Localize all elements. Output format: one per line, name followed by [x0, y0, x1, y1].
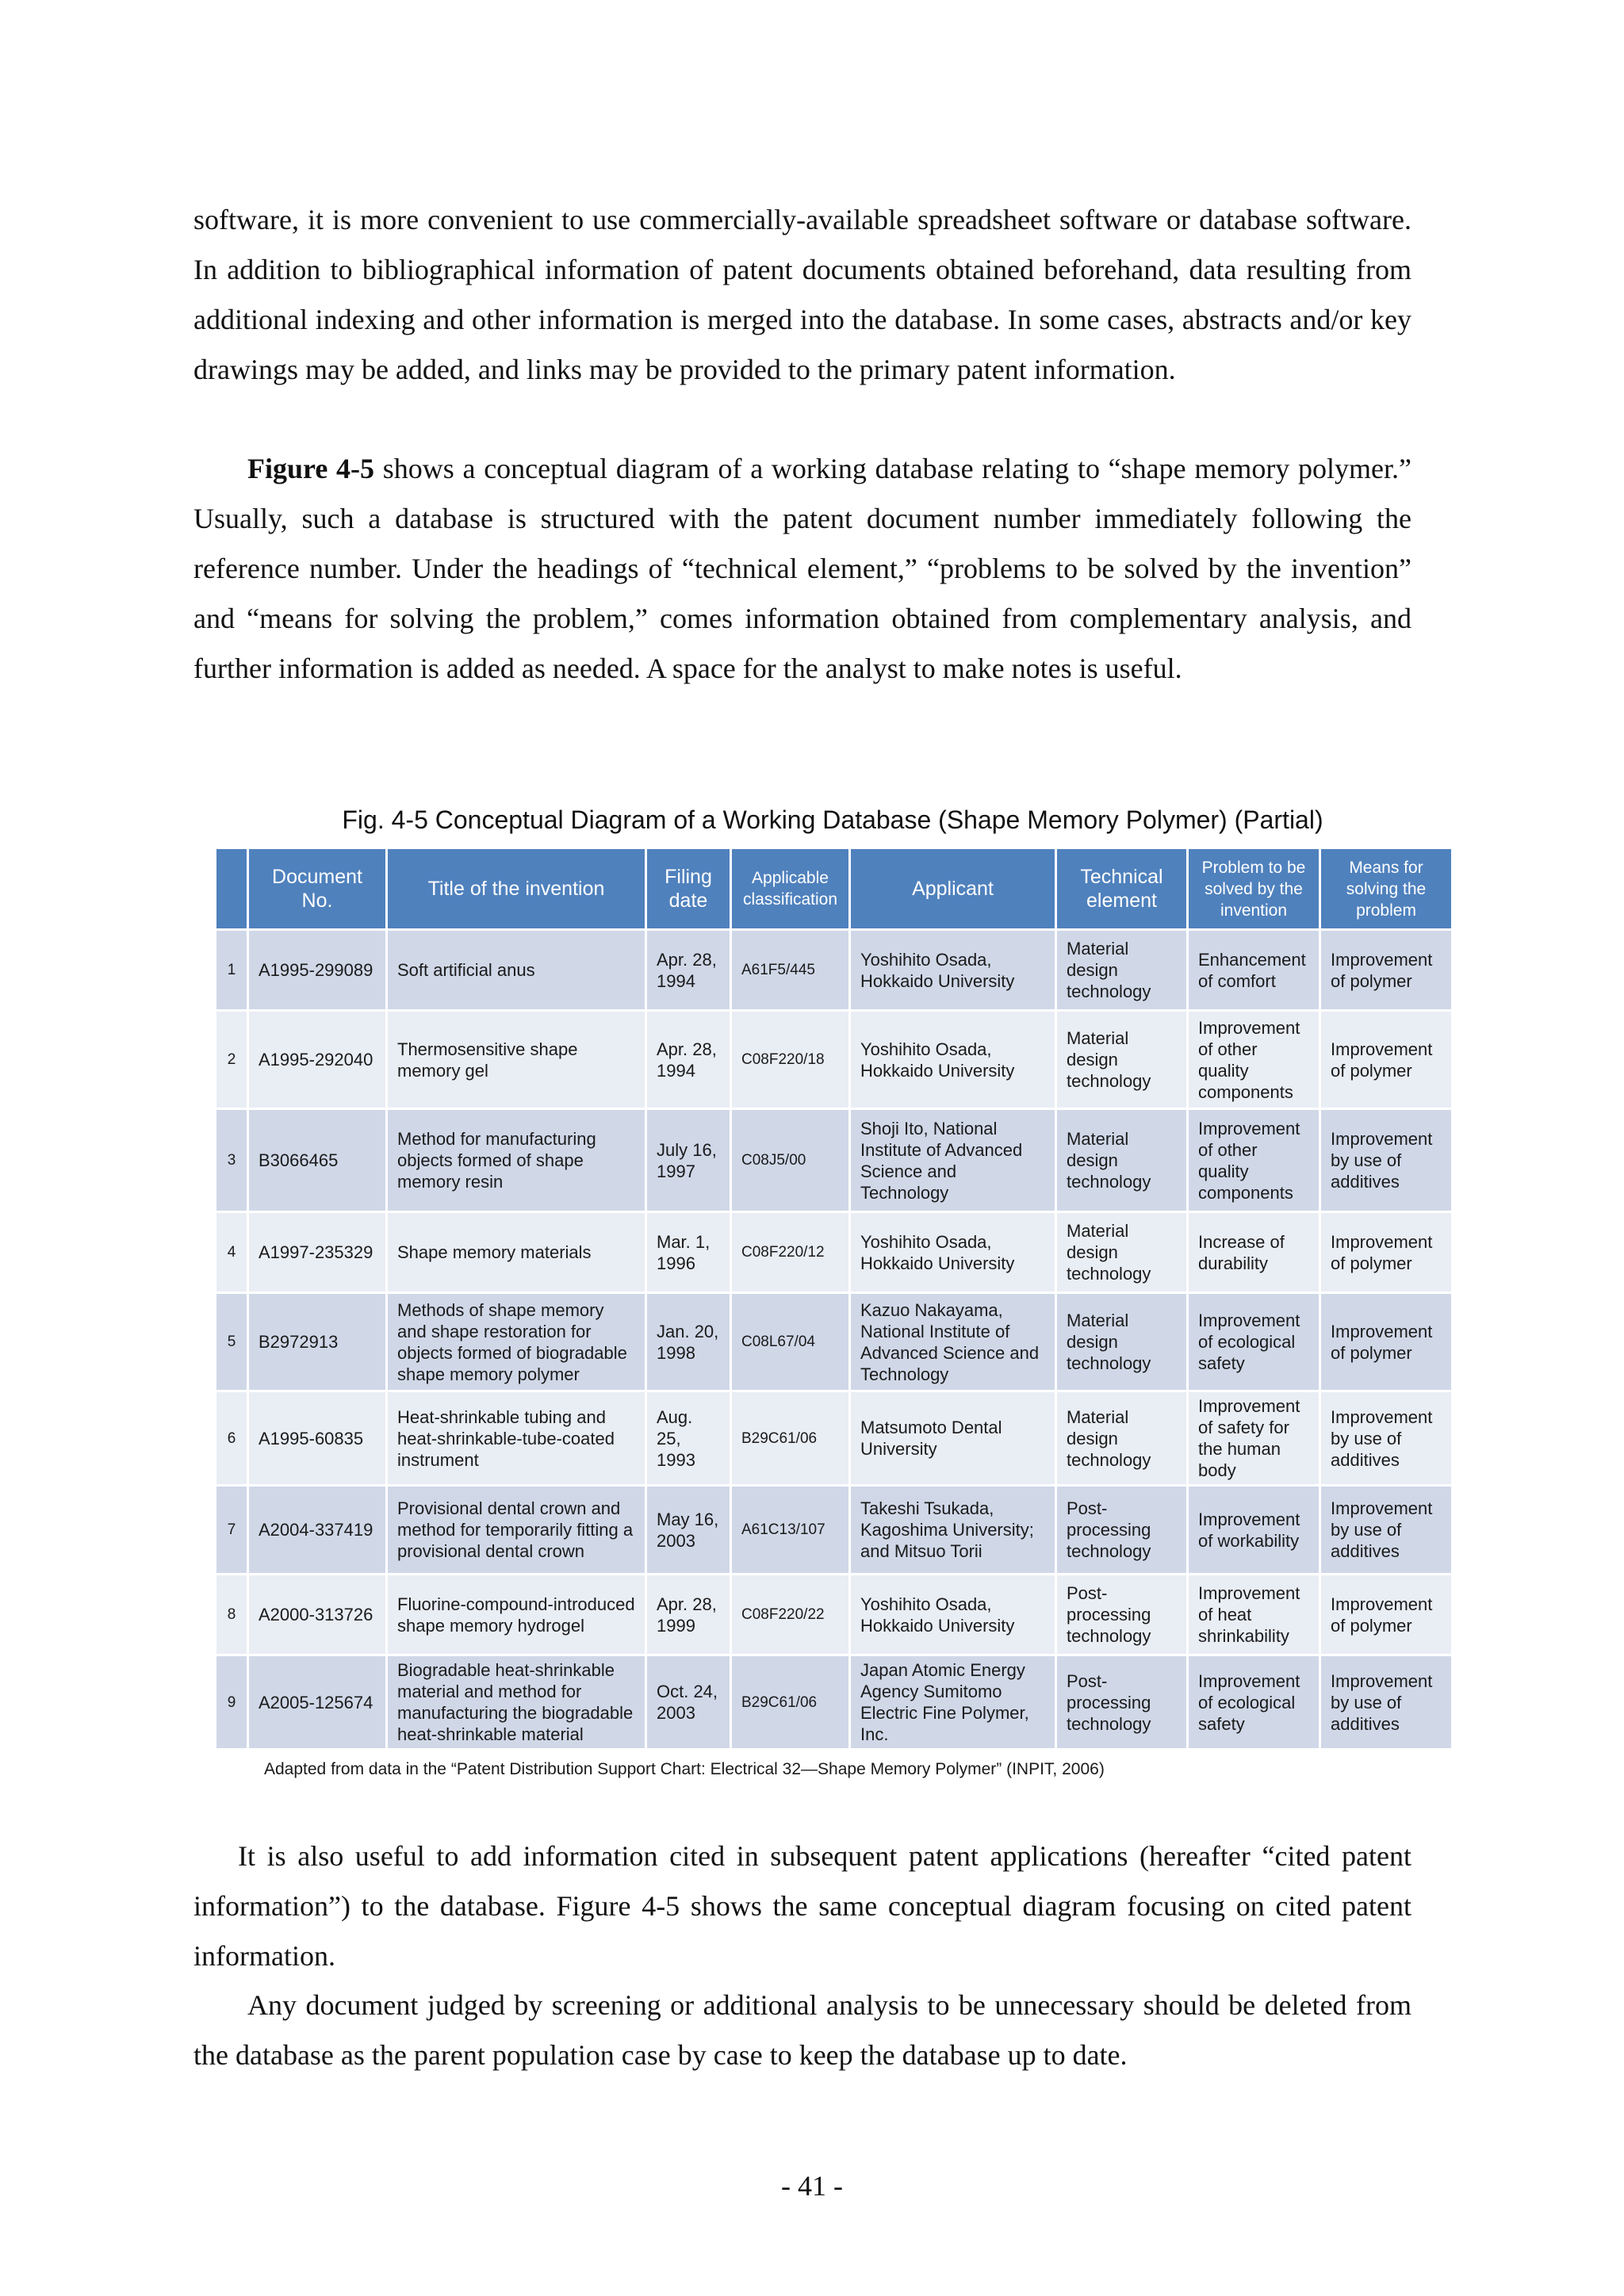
cell-num: 4 [216, 1212, 248, 1293]
header-classification: Applicable classification [731, 848, 850, 930]
cell-means: Improvement of polymer [1320, 1575, 1453, 1655]
header-applicant: Applicant [850, 848, 1056, 930]
cell-tech: Material design technology [1056, 1293, 1188, 1391]
cell-date: Mar. 1, 1996 [646, 1212, 731, 1293]
cell-date: Apr. 28, 1994 [646, 930, 731, 1011]
cell-date: July 16, 1997 [646, 1109, 731, 1212]
cell-problem: Enhancement of comfort [1188, 930, 1320, 1011]
cell-cls: B29C61/06 [731, 1391, 850, 1486]
cell-applicant: Yoshihito Osada, Hokkaido University [850, 930, 1056, 1011]
header-filing-date: Filing date [646, 848, 731, 930]
cell-means: Improvement of polymer [1320, 1293, 1453, 1391]
body-paragraph-4: Any document judged by screening or additional analysis to be unnecessary should be deleted from the database as the parent population case by case to keep the database up to date. [193, 1989, 1411, 2071]
header-document-no: Document No. [248, 848, 387, 930]
cell-means: Improvement of polymer [1320, 1212, 1453, 1293]
cell-doc: B3066465 [248, 1109, 387, 1212]
cell-applicant: Japan Atomic Energy Agency Sumitomo Electric Fine Polymer, Inc. [850, 1655, 1056, 1750]
cell-tech: Material design technology [1056, 1011, 1188, 1109]
figure-caption: Fig. 4-5 Conceptual Diagram of a Working Database (Shape Memory Polymer) (Partial) [342, 806, 1323, 834]
cell-date: Apr. 28, 1994 [646, 1011, 731, 1109]
cell-cls: C08F220/22 [731, 1575, 850, 1655]
cell-num: 9 [216, 1655, 248, 1750]
cell-cls: C08F220/12 [731, 1212, 850, 1293]
table-row [216, 1575, 1453, 1655]
cell-doc: B2972913 [248, 1293, 387, 1391]
cell-cls: C08F220/18 [731, 1011, 850, 1109]
table-header-row [216, 848, 1453, 930]
body-paragraph-2-text: shows a conceptual diagram of a working database relating to “shape memory polymer.” Usually, such a database is structured with the patent document number immediately following the reference number. Under the headings of “technical element,” “problems to be solved by the invention” and “means for solving the problem,” comes information obtained from complementary analysis, and further information is added as needed. A space for the analyst to make notes is useful. [193, 453, 1411, 684]
cell-title: Shape memory materials [387, 1212, 646, 1293]
cell-cls: B29C61/06 [731, 1655, 850, 1750]
cell-means: Improvement of polymer [1320, 1011, 1453, 1109]
figure-reference: Figure 4-5 [247, 453, 375, 484]
table-row [216, 930, 1453, 1011]
cell-applicant: Kazuo Nakayama, National Institute of Advanced Science and Technology [850, 1293, 1056, 1391]
cell-title: Methods of shape memory and shape restoration for objects formed of biogradable shape memory polymer [387, 1293, 646, 1391]
cell-tech: Post-processing technology [1056, 1575, 1188, 1655]
cell-doc: A1995-60835 [248, 1391, 387, 1486]
cell-date: Oct. 24, 2003 [646, 1655, 731, 1750]
cell-num: 1 [216, 930, 248, 1011]
cell-title: Heat-shrinkable tubing and heat-shrinkable-tube-coated instrument [387, 1391, 646, 1486]
cell-doc: A1995-299089 [248, 930, 387, 1011]
cell-means: Improvement by use of additives [1320, 1391, 1453, 1486]
cell-applicant: Shoji Ito, National Institute of Advanced Science and Technology [850, 1109, 1056, 1212]
cell-num: 2 [216, 1011, 248, 1109]
cell-applicant: Yoshihito Osada, Hokkaido University [850, 1212, 1056, 1293]
table-row [216, 1212, 1453, 1293]
cell-num: 7 [216, 1486, 248, 1575]
cell-title: Biogradable heat-shrinkable material and method for manufacturing the biogradable heat-shrinkable material [387, 1655, 646, 1750]
cell-applicant: Yoshihito Osada, Hokkaido University [850, 1575, 1056, 1655]
cell-doc: A2004-337419 [248, 1486, 387, 1575]
cell-title: Provisional dental crown and method for temporarily fitting a provisional dental crown [387, 1486, 646, 1575]
cell-cls: C08L67/04 [731, 1293, 850, 1391]
body-paragraph-1: software, it is more convenient to use commercially-available spreadsheet software or database software. In addition to bibliographical information of patent documents obtained beforehand, data resulting from additional indexing and other information is merged into the database. In some cases, abstracts and/or key drawings may be added, and links may be provided to the primary patent information. [193, 204, 1411, 385]
cell-num: 5 [216, 1293, 248, 1391]
cell-title: Thermosensitive shape memory gel [387, 1011, 646, 1109]
cell-num: 6 [216, 1391, 248, 1486]
cell-num: 3 [216, 1109, 248, 1212]
cell-title: Method for manufacturing objects formed of shape memory resin [387, 1109, 646, 1212]
cell-means: Improvement by use of additives [1320, 1109, 1453, 1212]
cell-num: 8 [216, 1575, 248, 1655]
cell-cls: A61F5/445 [731, 930, 850, 1011]
cell-date: May 16, 2003 [646, 1486, 731, 1575]
header-technical-element: Technical element [1056, 848, 1188, 930]
cell-problem: Increase of durability [1188, 1212, 1320, 1293]
cell-doc: A1997-235329 [248, 1212, 387, 1293]
cell-doc: A2005-125674 [248, 1655, 387, 1750]
cell-problem: Improvement of heat shrinkability [1188, 1575, 1320, 1655]
page-number: - 41 - [781, 2170, 843, 2202]
cell-problem: Improvement of other quality components [1188, 1109, 1320, 1212]
header-means: Means for solving the problem [1320, 848, 1453, 930]
table-row [216, 1391, 1453, 1486]
cell-doc: A2000-313726 [248, 1575, 387, 1655]
figure-source-note: Adapted from data in the “Patent Distribution Support Chart: Electrical 32—Shape Memory Polymer” (INPIT, 2006) [264, 1760, 1105, 1778]
cell-problem: Improvement of workability [1188, 1486, 1320, 1575]
cell-tech: Post-processing technology [1056, 1655, 1188, 1750]
cell-applicant: Matsumoto Dental University [850, 1391, 1056, 1486]
body-paragraph-2 [193, 444, 1411, 694]
cell-applicant: Takeshi Tsukada, Kagoshima University; and Mitsuo Torii [850, 1486, 1056, 1575]
cell-tech: Material design technology [1056, 1391, 1188, 1486]
cell-means: Improvement by use of additives [1320, 1655, 1453, 1750]
table-row [216, 1486, 1453, 1575]
cell-tech: Post-processing technology [1056, 1486, 1188, 1575]
cell-title: Fluorine-compound-introduced shape memory hydrogel [387, 1575, 646, 1655]
cell-date: Aug. 25, 1993 [646, 1391, 731, 1486]
cell-tech: Material design technology [1056, 930, 1188, 1011]
cell-problem: Improvement of other quality components [1188, 1011, 1320, 1109]
working-database-table [214, 847, 1454, 1751]
cell-title: Soft artificial anus [387, 930, 646, 1011]
table-row [216, 1655, 1453, 1750]
body-paragraph-3: It is also useful to add information cited in subsequent patent applications (hereafter “cited patent information”) to the database. Figure 4-5 shows the same conceptual diagram focusing on cited patent information. [193, 1840, 1411, 1972]
table-row [216, 1011, 1453, 1109]
cell-problem: Improvement of safety for the human body [1188, 1391, 1320, 1486]
table-body [216, 930, 1453, 1750]
cell-problem: Improvement of ecological safety [1188, 1293, 1320, 1391]
table-row [216, 1109, 1453, 1212]
cell-means: Improvement by use of additives [1320, 1486, 1453, 1575]
table-row [216, 1293, 1453, 1391]
cell-problem: Improvement of ecological safety [1188, 1655, 1320, 1750]
cell-doc: A1995-292040 [248, 1011, 387, 1109]
cell-means: Improvement of polymer [1320, 930, 1453, 1011]
cell-date: Jan. 20, 1998 [646, 1293, 731, 1391]
header-problem: Problem to be solved by the invention [1188, 848, 1320, 930]
cell-date: Apr. 28, 1999 [646, 1575, 731, 1655]
header-title: Title of the invention [387, 848, 646, 930]
header-row-number [216, 848, 248, 930]
cell-cls: A61C13/107 [731, 1486, 850, 1575]
cell-applicant: Yoshihito Osada, Hokkaido University [850, 1011, 1056, 1109]
cell-cls: C08J5/00 [731, 1109, 850, 1212]
cell-tech: Material design technology [1056, 1109, 1188, 1212]
cell-tech: Material design technology [1056, 1212, 1188, 1293]
